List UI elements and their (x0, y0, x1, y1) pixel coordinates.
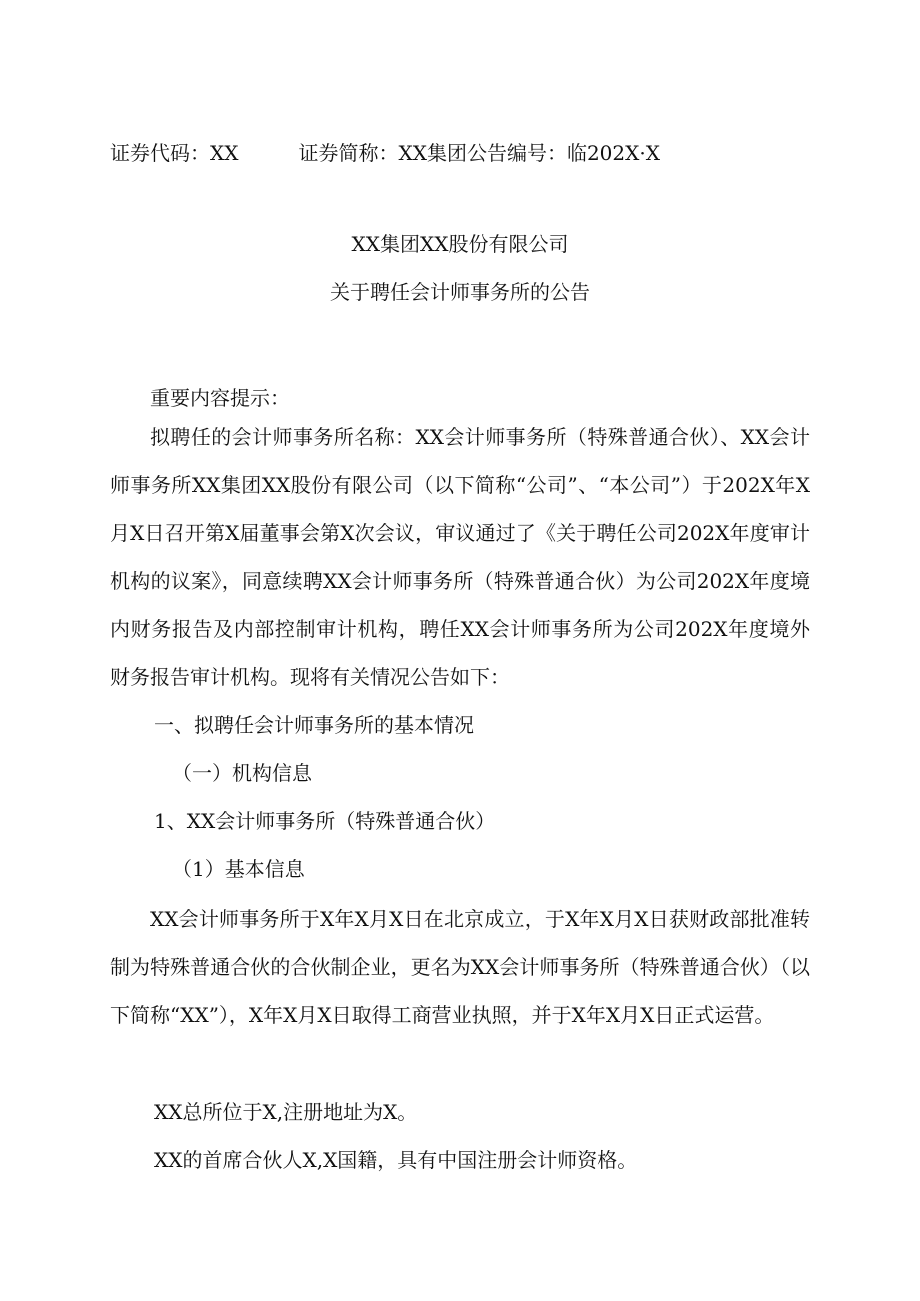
header-line (110, 141, 660, 165)
item-heading-1: 1、XX会计师事务所（特殊普通合伙） (154, 809, 496, 833)
basic-info-paragraph: XX会计师事务所于X年X月X日在北京成立，于X年X月X日获财政部批准转制为特殊普通合伙的合伙制企业，更名为XX会计师事务所（特殊普通合伙）（以下简称“XX”），X年X月X日取得工商营业执照，并于X年X月X日正式运营。 (110, 907, 810, 1027)
subsection-heading-1: （一）机构信息 (172, 761, 312, 785)
stock-code: 证券代码：XX (110, 141, 239, 165)
subitem-heading-1: （1）基本信息 (172, 857, 305, 881)
chief-partner-line: XX的首席合伙人X,X国籍，具有中国注册会计师资格。 (154, 1148, 638, 1172)
company-title: XX集团XX股份有限公司 (351, 232, 569, 256)
stock-short-name-and-notice-number: 证券简称：XX集团公告编号：临202X·X (298, 141, 660, 165)
headquarters-line: XX总所位于X,注册地址为X。 (154, 1100, 418, 1124)
intro-paragraph: 拟聘任的会计师事务所名称：XX会计师事务所（特殊普通合伙）、XX会计师事务所XX集团XX股份有限公司（以下简称“公司”、“本公司”）于202X年X月X日召开第X届董事会第X次会议，审议通过了《关于聘任公司202X年度审计机构的议案》，同意续聘XX会计师事务所（特殊普通合伙）为公司202X年度境内财务报告及内部控制审计机构，聘任XX会计师事务所为公司202X年度境外财务报告审计机构。现将有关情况公告如下： (110, 425, 810, 689)
section-heading-1: 一、拟聘任会计师事务所的基本情况 (154, 713, 474, 737)
announcement-title: 关于聘任会计师事务所的公告 (330, 280, 590, 304)
tips-heading: 重要内容提示： (150, 386, 290, 410)
